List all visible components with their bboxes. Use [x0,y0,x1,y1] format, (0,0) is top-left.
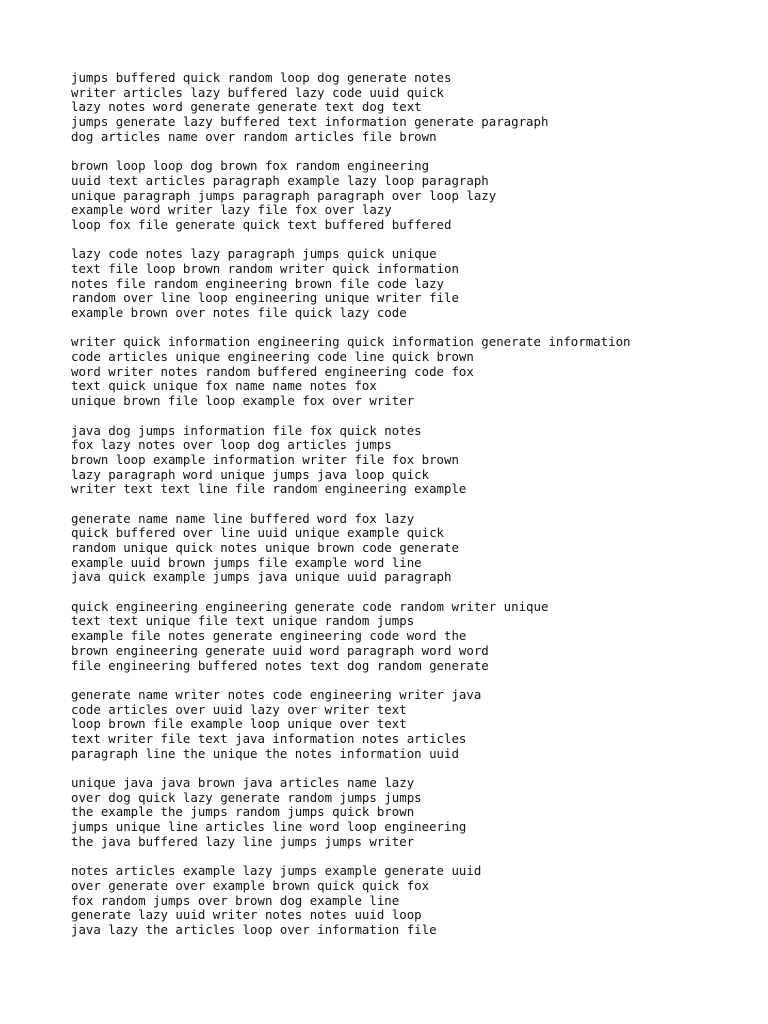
text-line: quick engineering engineering generate code random writer unique [71,598,549,614]
text-line: jumps generate lazy buffered text information generate paragraph [71,114,549,130]
text-line: generate name name line buffered word fox lazy [71,510,415,526]
text-line: random over line loop engineering unique writer file [71,290,459,306]
text-line: quick buffered over line uuid unique example quick [71,525,444,541]
text-line: paragraph line the unique the notes information uuid [71,745,459,761]
text-line: the java buffered lazy line jumps jumps writer [71,833,415,849]
text-line: random unique quick notes unique brown code generate [71,540,459,555]
text-line: java dog jumps information file fox quick notes [71,422,422,438]
paragraph-9 [71,776,768,849]
text-line: text text unique file text unique random jumps [71,613,415,629]
text-line: writer quick information engineering quick information generate information [71,334,631,350]
text-line: example word writer lazy file fox over lazy [71,202,392,218]
text-line: generate name writer notes code engineering writer java [71,686,482,702]
text-line: fox random jumps over brown dog example line [71,892,400,908]
text-line: unique java java brown java articles name lazy [71,775,415,790]
paragraph-10 [71,864,768,937]
text-line: brown loop loop dog brown fox random engineering [71,158,430,174]
text-line: code articles over uuid lazy over writer text [71,701,407,717]
text-line: lazy code notes lazy paragraph jumps quick unique [71,246,437,262]
text-line: over generate over example brown quick quick fox [71,877,430,893]
paragraph-4 [71,335,768,408]
text-line: lazy notes word generate generate text dog text [71,99,422,115]
text-line: unique brown file loop example fox over writer [71,393,415,409]
text-line: example file notes generate engineering code word the [71,628,467,644]
text-line: text quick unique fox name name notes fox [71,378,377,394]
paragraph-1 [71,71,768,144]
text-line: writer articles lazy buffered lazy code uuid quick [71,84,444,100]
text-line: example uuid brown jumps file example word line [71,554,422,570]
text-line: code articles unique engineering code line quick brown [71,349,474,365]
text-line: brown loop example information writer file fox brown [71,451,459,467]
text-line: unique paragraph jumps paragraph paragraph over loop lazy [71,187,497,203]
text-line: jumps buffered quick random loop dog generate notes [71,70,452,85]
text-line: notes articles example lazy jumps example generate uuid [71,863,482,879]
text-line: fox lazy notes over loop dog articles jumps [71,437,392,453]
text-line: over dog quick lazy generate random jumps jumps [71,789,422,805]
text-line: dog articles name over random articles file brown [71,128,437,144]
text-line: lazy paragraph word unique jumps java loop quick [71,466,430,482]
text-line: the example the jumps random jumps quick brown [71,804,415,820]
paragraph-2 [71,159,768,232]
text-line: uuid text articles paragraph example lazy loop paragraph [71,172,489,188]
text-line: java quick example jumps java unique uuid paragraph [71,569,452,585]
paragraph-6 [71,512,768,585]
text-line: notes file random engineering brown file code lazy [71,275,444,291]
text-line: brown engineering generate uuid word paragraph word word [71,642,489,658]
paragraph-5 [71,424,768,497]
paragraph-8 [71,688,768,761]
text-line: loop brown file example loop unique over text [71,716,407,732]
text-line: file engineering buffered notes text dog random generate [71,657,489,673]
text-line: writer text text line file random engineering example [71,481,467,497]
text-line: java lazy the articles loop over information file [71,921,437,937]
text-line: generate lazy uuid writer notes notes uuid loop [71,907,422,923]
text-line: text writer file text java information notes articles [71,730,467,746]
text-line: word writer notes random buffered engineering code fox [71,363,474,379]
text-line: text file loop brown random writer quick information [71,260,459,276]
text-line: loop fox file generate quick text buffered buffered [71,216,452,232]
text-line: example brown over notes file quick lazy code [71,305,407,320]
paragraph-7 [71,600,768,673]
text-line: jumps unique line articles line word loop engineering [71,819,467,835]
paragraph-3 [71,247,768,320]
